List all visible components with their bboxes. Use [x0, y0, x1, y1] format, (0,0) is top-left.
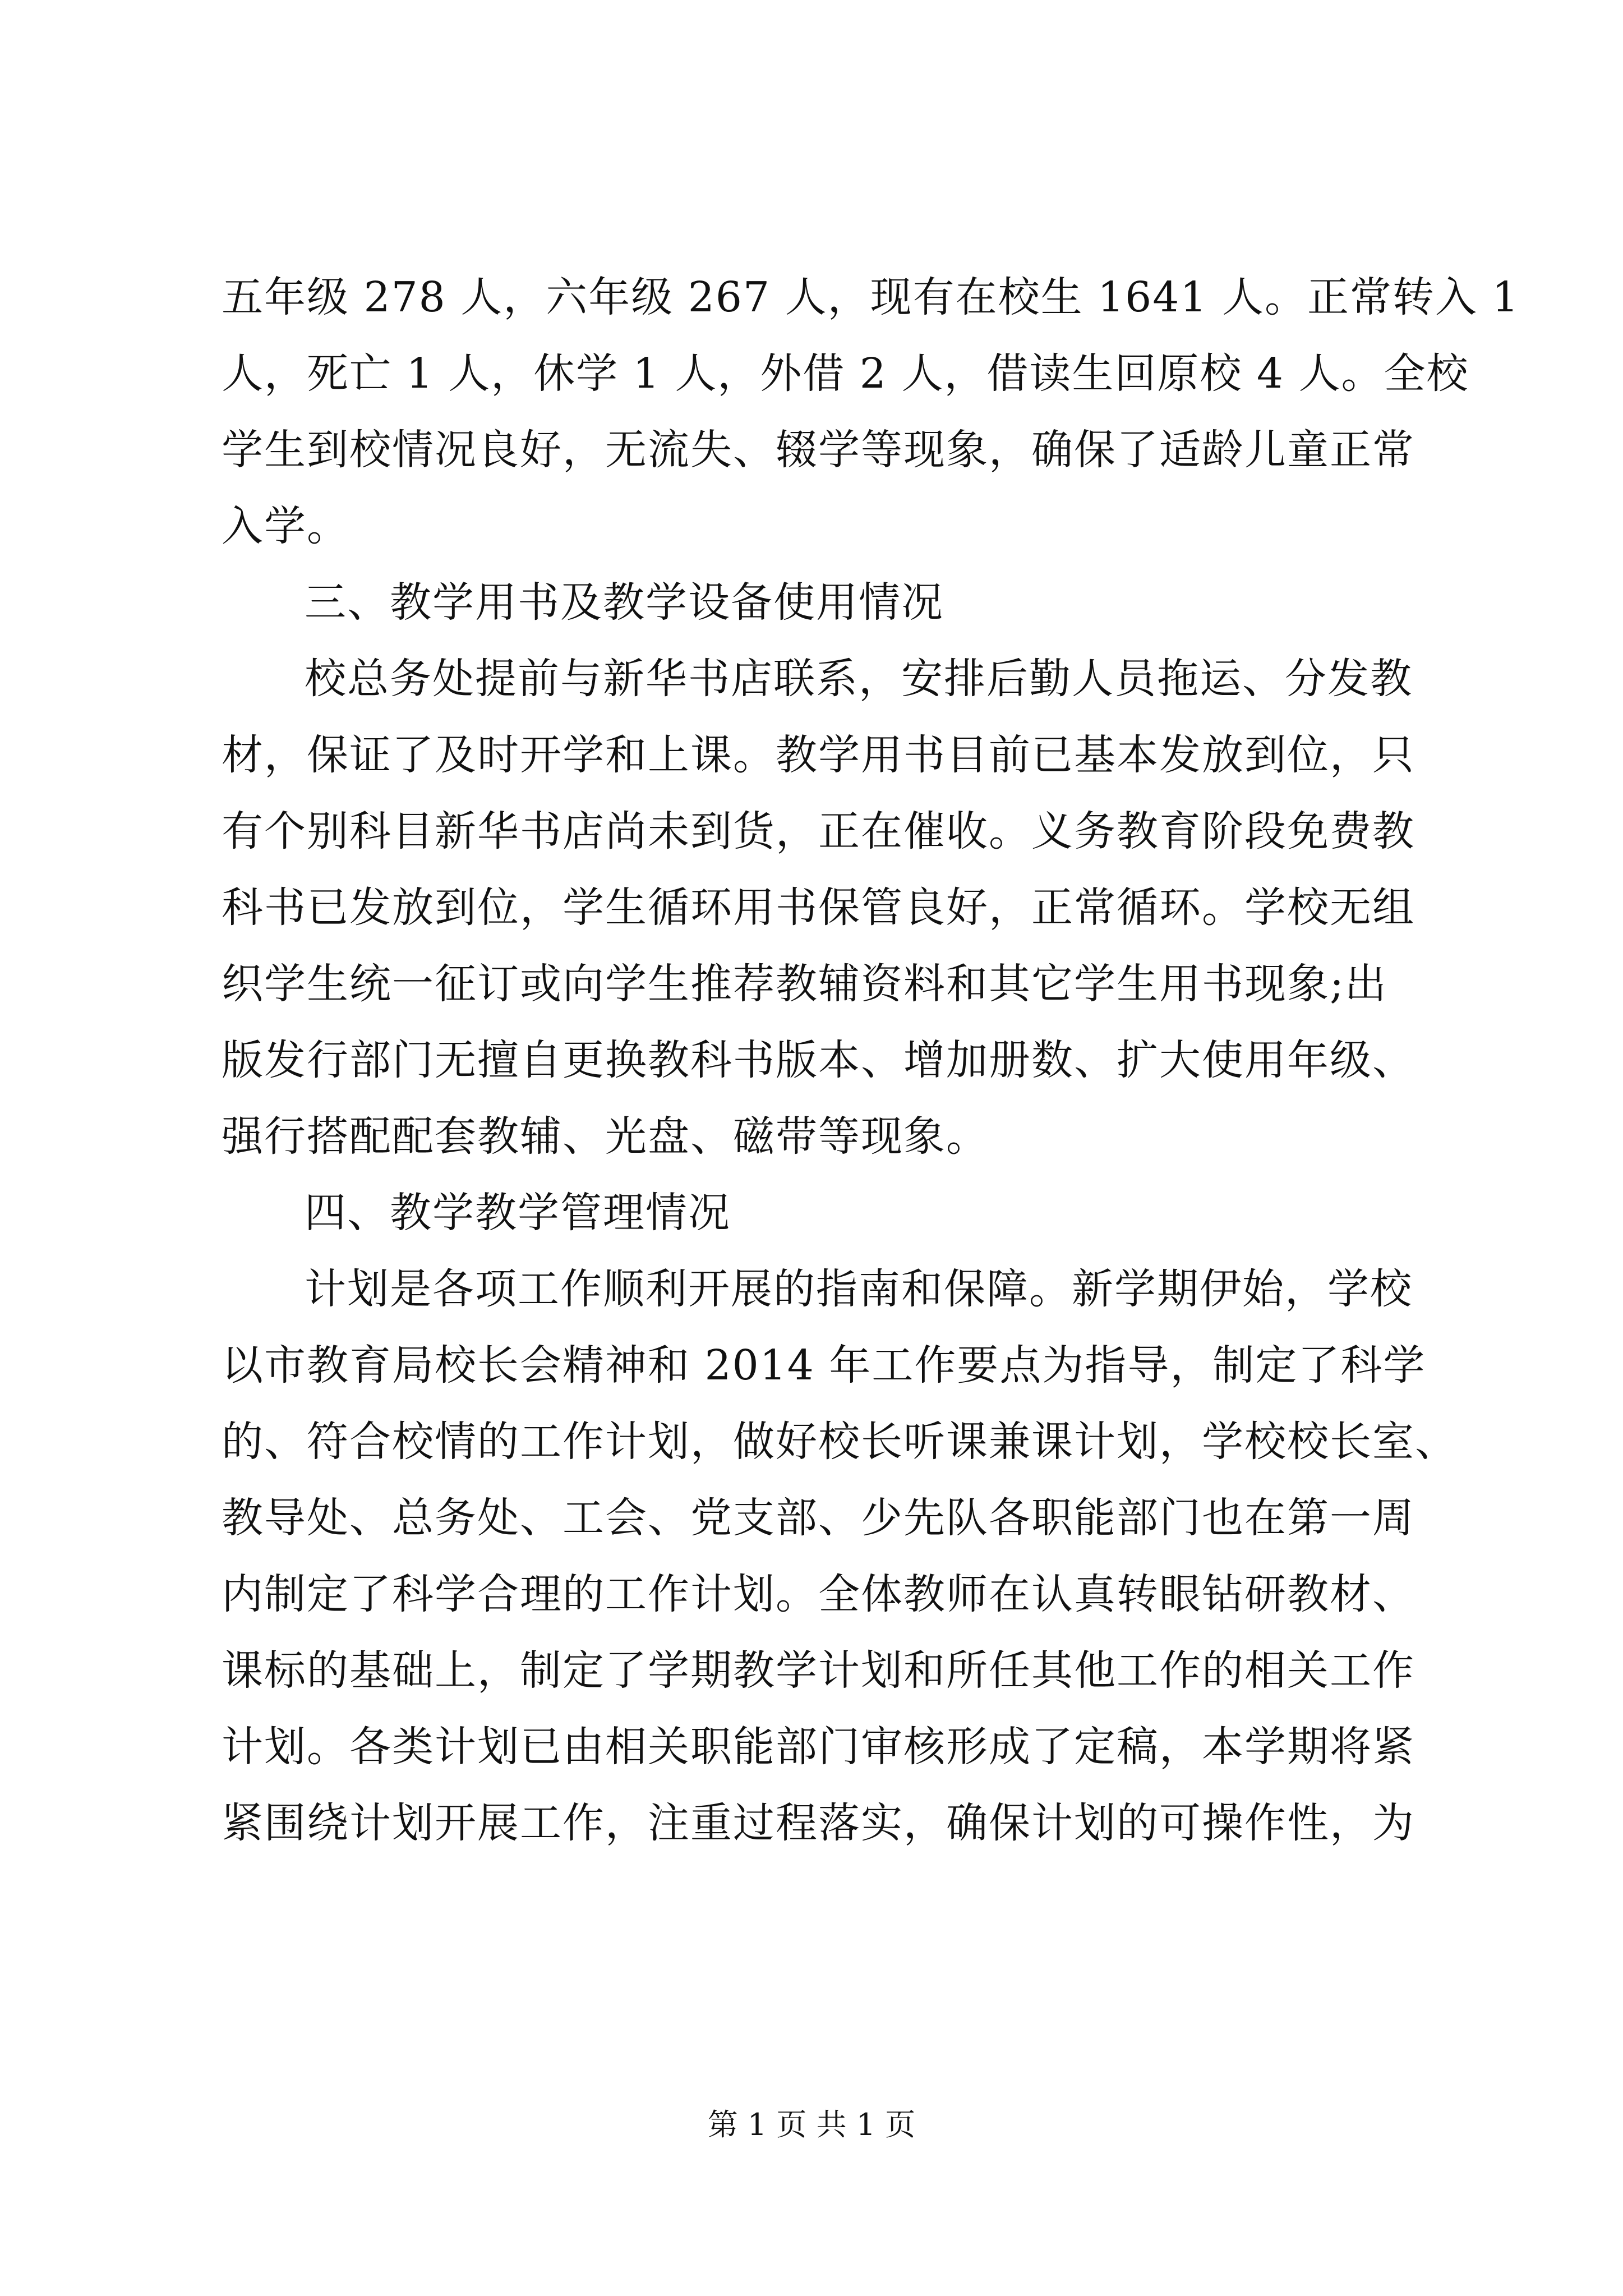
body-line: 紧围绕计划开展工作，注重过程落实，确保计划的可操作性，为: [222, 1799, 1415, 1847]
body-line: 入学。: [222, 502, 349, 550]
body-line: 版发行部门无擅自更换教科书版本、增加册数、扩大使用年级、: [222, 1036, 1415, 1084]
body-line: 有个别科目新华书店尚未到货，正在催收。义务教育阶段免费教: [222, 807, 1415, 855]
body-line: 内制定了科学合理的工作计划。全体教师在认真转眼钻研教材、: [222, 1570, 1415, 1618]
paragraph-first-line: 校总务处提前与新华书店联系，安排后勤人员拖运、分发教: [305, 655, 1413, 703]
body-line: 计划。各类计划已由相关职能部门审核形成了定稿，本学期将紧: [222, 1723, 1415, 1771]
document-body: [222, 259, 1520, 1861]
body-line: 课标的基础上，制定了学期教学计划和所任其他工作的相关工作: [222, 1646, 1415, 1695]
body-line: 织学生统一征订或向学生推荐教辅资料和其它学生用书现象;出: [222, 960, 1387, 1008]
body-line: 教导处、总务处、工会、党支部、少先队各职能部门也在第一周: [222, 1494, 1415, 1542]
body-line: 人，死亡 1 人，休学 1 人，外借 2 人，借读生回原校 4 人。全校: [222, 349, 1469, 398]
body-line: 强行搭配配套教辅、光盘、磁带等现象。: [222, 1112, 989, 1161]
body-line: 科书已发放到位，学生循环用书保管良好，正常循环。学校无组: [222, 884, 1415, 932]
body-line: 五年级 278 人，六年级 267 人，现有在校生 1641 人。正常转入 1: [222, 273, 1520, 321]
page-number-footer: 第 1 页 共 1 页: [707, 2107, 916, 2142]
section-heading: 四、教学教学管理情况: [305, 1189, 731, 1237]
body-line: 学生到校情况良好，无流失、辍学等现象，确保了适龄儿童正常: [222, 426, 1415, 474]
section-heading: 三、教学用书及教学设备使用情况: [305, 578, 944, 627]
body-line: 的、符合校情的工作计划，做好校长听课兼课计划，学校校长室、: [222, 1418, 1458, 1466]
paragraph-first-line: 计划是各项工作顺利开展的指南和保障。新学期伊始，学校: [305, 1265, 1413, 1313]
body-line: 材，保证了及时开学和上课。教学用书目前已基本发放到位，只: [222, 731, 1415, 779]
body-line: 以市教育局校长会精神和 2014 年工作要点为指导，制定了科学: [222, 1341, 1426, 1389]
